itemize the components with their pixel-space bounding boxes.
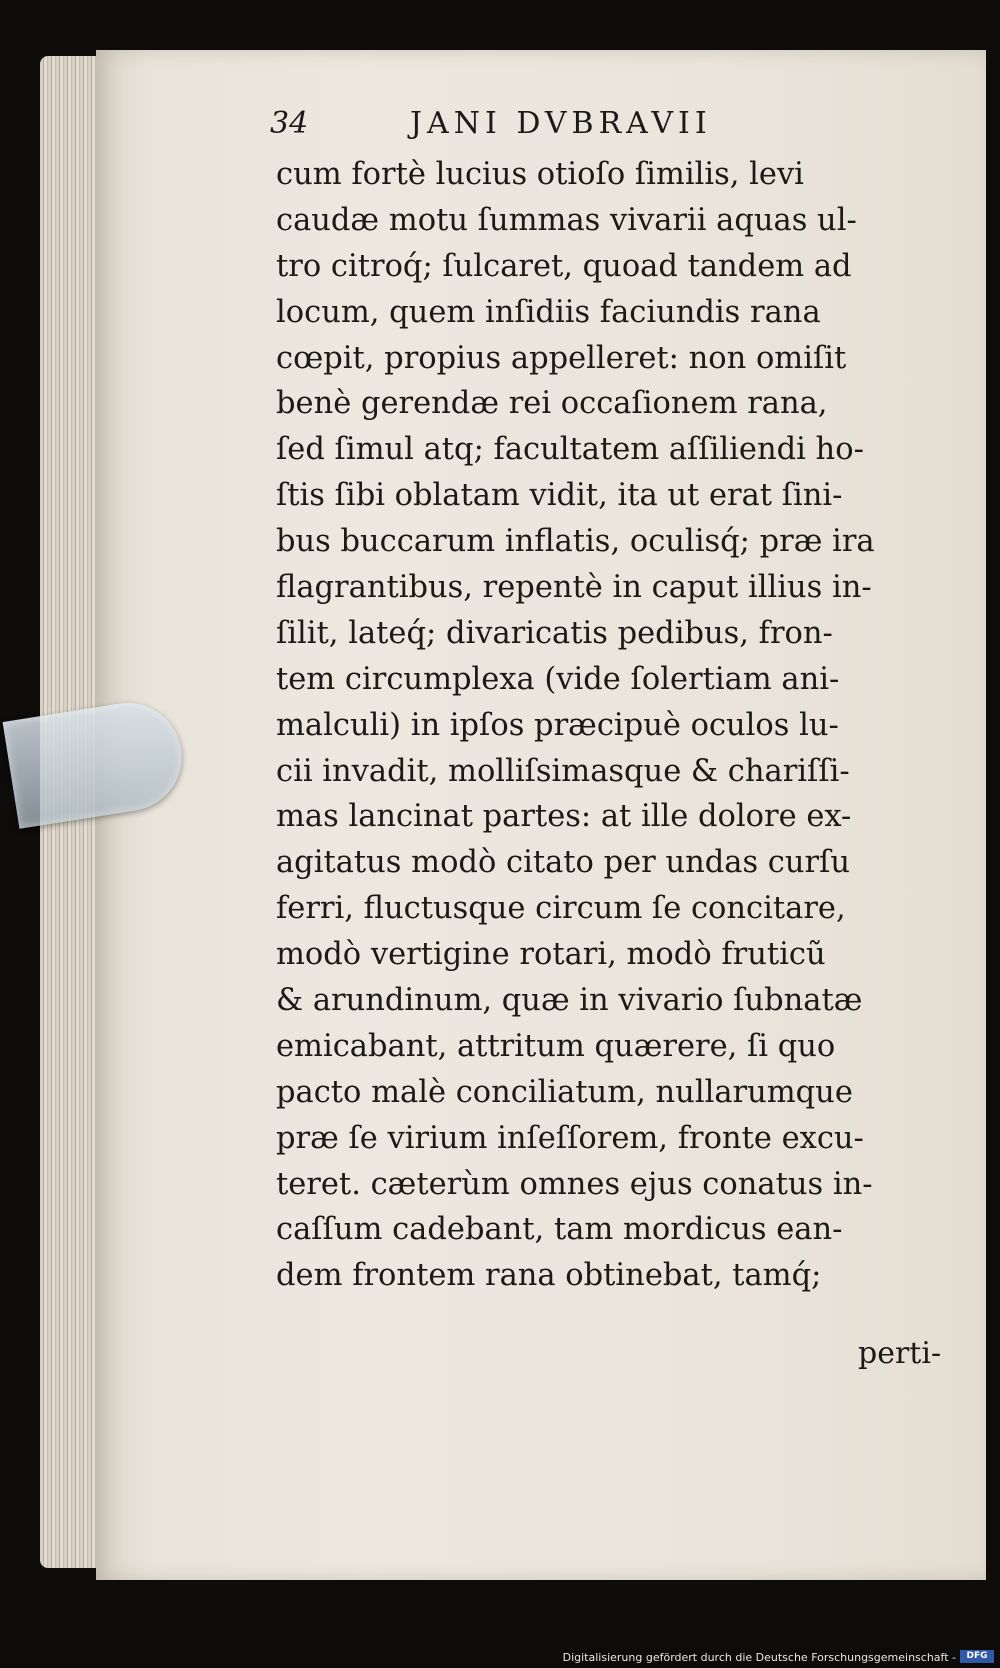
text-line: emicabant, attritum quærere, ſi quo <box>276 1028 836 1064</box>
text-line: modò vertigine rotari, modò fruticũ <box>276 937 826 973</box>
text-line: pacto malè conciliatum, nullarumque <box>276 1074 853 1110</box>
text-line: cii invadit, molliſsimasque & chariſſi- <box>276 753 850 789</box>
running-head: JANI DVBRAVII <box>410 106 712 141</box>
text-line: cœpit, propius appelleret: non omiſit <box>276 340 847 376</box>
text-line: cum fortè lucius otioſo ſimilis, levi <box>276 157 804 192</box>
text-line: ferri, fluctusque circum ſe concitare, <box>276 891 846 927</box>
text-line: flagrantibus, repentè in caput illius in- <box>276 570 872 606</box>
text-line: caudæ motu ſummas vivarii aquas ul- <box>276 202 857 238</box>
text-line: tem circumplexa (vide ſolertiam ani- <box>276 661 840 697</box>
page-header <box>270 106 790 142</box>
text-line: bus buccarum inflatis, oculisq́; præ ira <box>276 524 875 560</box>
catchword: perti- <box>858 1336 942 1371</box>
text-line: ſtis ſibi oblatam vidit, ita ut erat ſini- <box>276 478 843 514</box>
funding-credit: Digitalisierung gefördert durch die Deutsche Forschungsgemeinschaft - <box>562 1651 956 1664</box>
text-line: mas lancinat partes: at ille dolore ex- <box>276 799 852 835</box>
text-line: ſed ſimul atq; facultatem aſſiliendi ho- <box>276 432 864 468</box>
text-line: tro citroq́; ſulcaret, quoad tandem ad <box>276 248 852 284</box>
text-line: & arundinum, quæ in vivario ſubnatæ <box>276 983 863 1019</box>
text-line: dem frontem rana obtinebat, tamq́; <box>276 1258 822 1294</box>
text-line: agitatus modò citato per undas curſu <box>276 845 851 881</box>
dfg-logo: DFG <box>960 1650 994 1663</box>
text-line: benè gerendæ rei occaſionem rana, <box>276 386 828 422</box>
page-number: 34 <box>270 106 309 141</box>
text-line: malculi) in ipſos præcipuè oculos lu- <box>276 707 839 743</box>
text-line: caſſum cadebant, tam mordicus ean- <box>276 1212 843 1248</box>
text-line: præ ſe virium inſeſſorem, fronte excu- <box>276 1120 864 1156</box>
body-text <box>276 152 952 1299</box>
text-line: ſilit, lateq́; divaricatis pedibus, fron- <box>276 615 833 651</box>
text-line: teret. cæterùm omnes ejus conatus in- <box>276 1166 873 1202</box>
text-line: locum, quem inſidiis faciundis rana <box>276 294 821 330</box>
